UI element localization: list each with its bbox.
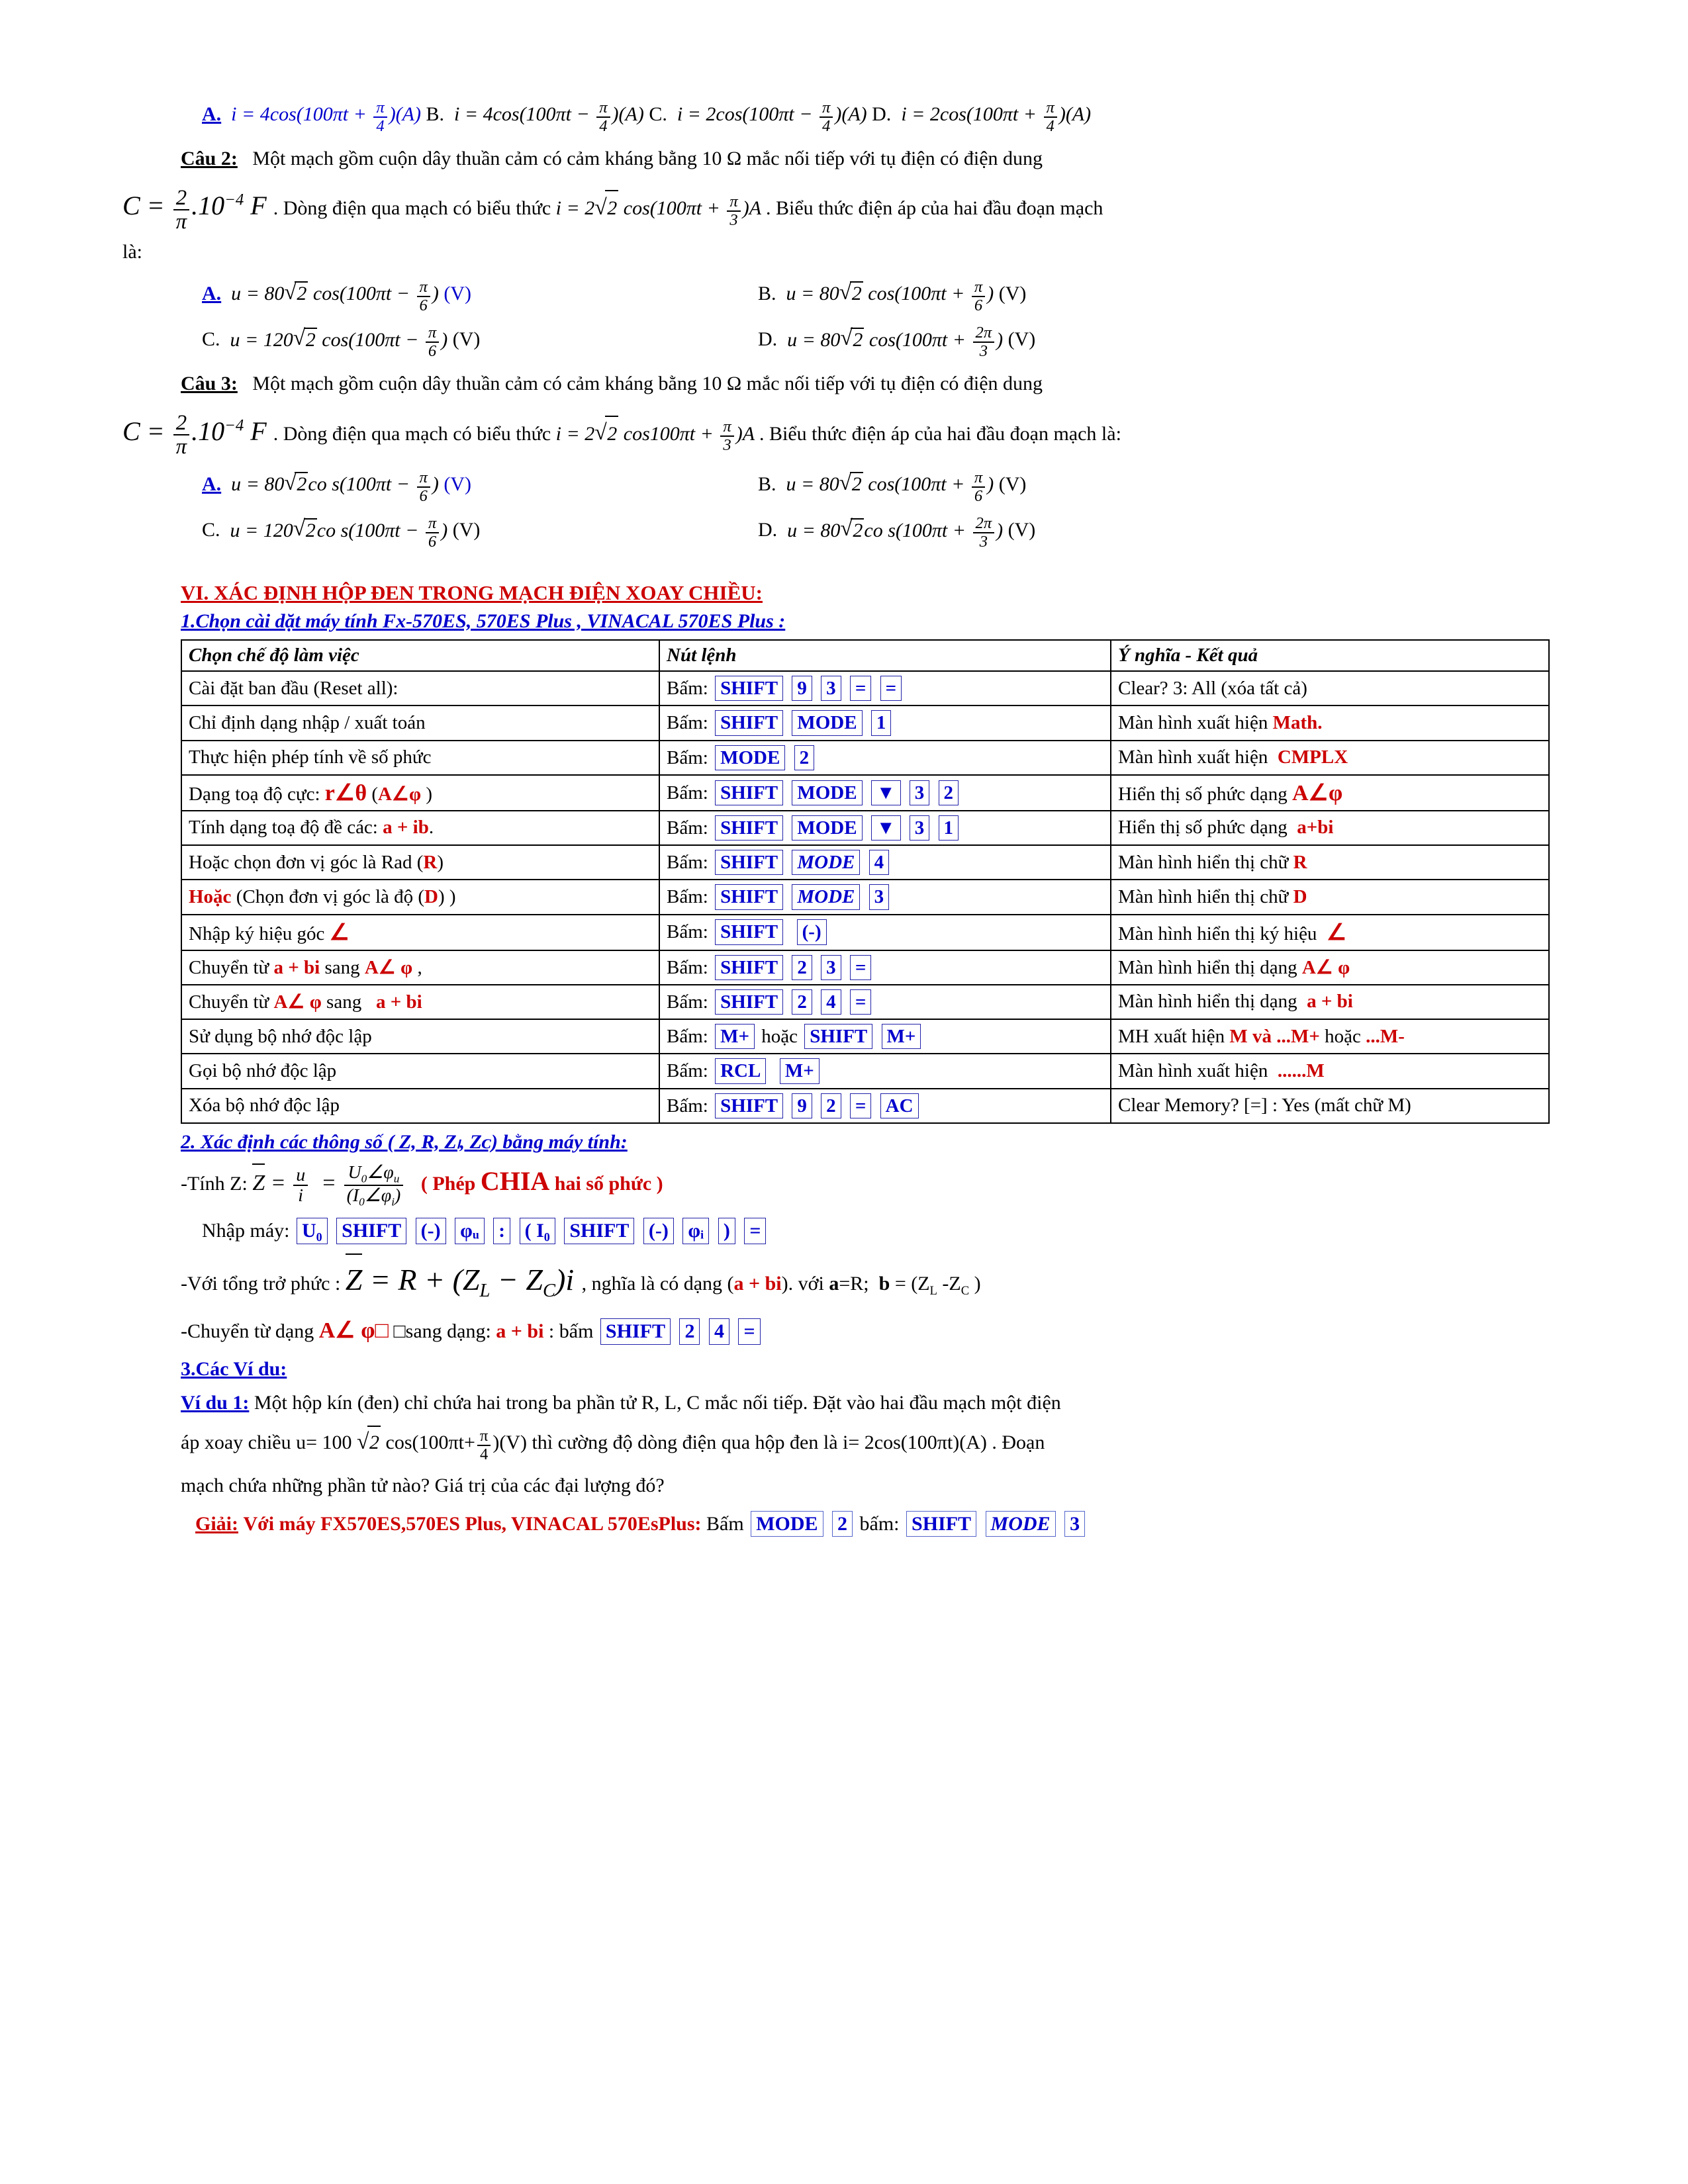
chuyen-form-rect: a + bi [496,1320,544,1342]
section2-title: 2. Xác định các thông số ( Z, R, Zₗ, Zᴄ) bằng máy tính: [181,1130,628,1153]
vidu1-text2c: )(V) thì cường độ dòng điện qua hộp đen là i= 2cos(100πt)(A) . Đoạn [492,1432,1045,1454]
cau2-option-d-label: D. [758,328,778,351]
giai-text: Với máy FX570ES,570ES Plus, VINACAL 570EsPlus: [243,1512,702,1535]
table-row [181,1089,1549,1123]
cau2-capacitance-formula: C = $\frac{2}{\pi}$ $.10^{-4}$ F [122,185,273,234]
cau3-option-b-formula: u = 80 √ 2 cos(100πt + $\frac{\pi}{6}$ ) [781,473,999,495]
section-heading: VI. XÁC ĐỊNH HỘP ĐEN TRONG MẠCH ĐIỆN XOAY CHIỀU: [181,581,763,605]
row-result: Màn hình hiển thị chữ R [1111,845,1549,880]
row-mode: Hoặc chọn đơn vị góc là Rad (R) [181,845,659,880]
cau3-option-c-label: C. [202,519,220,541]
cau1-option-a-label: A. [202,103,222,126]
vidu-heading: 3.Các Ví du: [181,1358,287,1381]
row-result: Màn hình xuất hiện CMPLX [1111,741,1549,775]
cau3-text2: mắc nối tiếp với tụ điện có điện dung [746,373,1043,395]
cau2-answers-ab [202,279,1569,314]
vidu1-line2: áp xoay chiều u= 100 √ 2 cos(100πt+ $\frac{\pi}{4}$ )(V) thì cường độ dòng điện qua hộp đen là i= 2cos(100πt)(A) . Đoạn [181,1426,1569,1463]
cau3-ohm: Ω [726,373,742,395]
key-3[interactable]: 3 [869,884,890,909]
key-3[interactable]: 3 [910,815,930,841]
cau3-option-c [202,515,626,551]
row-result: Màn hình xuất hiện Math. [1111,705,1549,740]
row-mode: Thực hiện phép tính về số phức [181,741,659,775]
cau2-current-formula: i = 2 √ 2 cos(100πt + $\frac{\pi}{3}$ )A [556,197,766,219]
key-2[interactable]: 2 [832,1511,853,1537]
row-result: Hiển thị số phức dạng a+bi [1111,811,1549,845]
press-label: Bấm: [667,991,708,1013]
key-equals[interactable]: = [850,1093,872,1118]
key-divide[interactable]: : [493,1218,510,1244]
row-keys [659,915,1111,950]
cau2-option-a [202,279,626,314]
key-9[interactable]: 9 [792,1093,812,1118]
key-shift[interactable]: SHIFT [715,989,783,1015]
cau2-text2: mắc nối tiếp với tụ điện có điện dung [746,147,1043,169]
cau2-text1: Một mạch gồm cuộn dây thuần cảm có cảm kháng bằng 10 [252,147,722,169]
key-equals[interactable]: = [738,1318,760,1345]
angle-icon: ∠ [329,920,350,945]
tinh-z-label: -Tính Z: [181,1172,248,1195]
giai-bam1: Bấm [706,1512,744,1535]
cau3-option-d-formula: u = 80 √ 2co s(100πt + $\frac{2\pi}{3}$ ) [782,520,1008,541]
tong-tro-formula: $Z = R + (Z_L - Z_C)i$ [346,1263,582,1297]
cau2-option-b-label: B. [758,283,776,305]
cau2-text4: . Biểu thức điện áp của hai đầu đoạn mạch [765,197,1103,220]
key-1[interactable]: 1 [871,710,892,735]
result-highlight: M và ...M+ [1229,1025,1320,1047]
key-negative[interactable]: (-) [797,919,827,944]
key-4[interactable]: 4 [869,850,890,875]
row-result: Hiển thị số phức dạng A∠φ [1111,775,1549,811]
table-row [181,845,1549,880]
table-header-result: Ý nghĩa - Kết quả [1111,640,1549,671]
giai-label: Giải: [195,1512,238,1535]
cau2-option-b [758,279,1026,314]
key-shift[interactable]: SHIFT [715,884,783,909]
cau2-option-b-formula: u = 80 √ 2 cos(100πt + $\frac{\pi}{6}$ ) [781,283,999,304]
row-mode: Dạng toạ độ cực: r∠θ (A∠φ ) [181,775,659,811]
cau3-option-c-formula: u = 120 √ 2co s(100πt − $\frac{\pi}{6}$ ) [225,520,453,541]
key-shift[interactable]: SHIFT [715,676,783,701]
result-highlight: ......M [1277,1060,1325,1081]
key-m-plus-2[interactable]: M+ [882,1024,921,1049]
table-row [181,950,1549,985]
cau2-formula-line [122,183,1569,233]
key-negative-2[interactable]: (-) [643,1218,674,1244]
vidu1-text1: Một hộp kín (đen) chỉ chứa hai trong ba phần tử R, L, C mắc nối tiếp. Đặt vào hai đầu mạch một điện [254,1392,1061,1414]
key-2[interactable]: 2 [679,1318,700,1345]
cau2-paragraph [181,142,1569,177]
cau3-option-a-unit: (V) [444,473,472,496]
cau3-option-d [758,515,1035,551]
row-mode: Cài đặt ban đầu (Reset all): [181,671,659,705]
key-equals-2[interactable]: = [880,676,902,701]
vidu1-label: Ví du 1: [181,1392,250,1414]
cau3-option-b-label: B. [758,473,776,496]
key-3[interactable]: 3 [1064,1511,1085,1537]
key-down-arrow-icon[interactable]: ▼ [871,780,901,805]
cau1-option-c-label: C. [649,103,667,126]
cau2-ohm: Ω [726,147,742,169]
chuyen-tail: : bấm [548,1320,594,1342]
row-keys [659,845,1111,880]
vidu1-line1 [181,1387,1569,1419]
tinh-z-formula: Z = $\frac{u}{i}$ = $\frac{U_0\angle\varphi_u}{(I_0\angle\varphi_i)}$ [252,1171,411,1195]
cau1-option-c-formula: i = 2cos(100πt − $\frac{\pi}{4}$ )(A) [672,99,872,135]
row-result: Màn hình hiển thị dạng A∠ φ [1111,950,1549,985]
key-mode[interactable]: MODE [792,884,860,909]
cau2-option-a-label: A. [202,283,222,305]
nhap-may-line [202,1215,1569,1247]
mode-highlight: r∠θ [324,780,367,805]
cau3-current-formula: i = 2 √ 2 cos100πt + $\frac{\pi}{3}$ )A [556,423,759,445]
mode-highlight: A∠ φ [273,991,322,1013]
mode-prefix: Hoặc [189,886,232,907]
key-shift[interactable]: SHIFT [804,1024,872,1049]
key-mode[interactable]: MODE [792,710,862,735]
giai-bam2: bấm: [859,1512,900,1535]
row-keys [659,775,1111,811]
row-mode: Chuyển từ a + bi sang A∠ φ , [181,950,659,985]
key-shift[interactable]: SHIFT [715,815,783,841]
row-mode: Chuyển từ A∠ φ sang a + bi [181,985,659,1019]
cau3-option-d-unit: (V) [1008,519,1036,541]
key-shift[interactable]: SHIFT [906,1511,976,1537]
table-header-row [181,640,1549,671]
cau2-text3: . Dòng điện qua mạch có biểu thức [273,197,551,220]
press-label: Bấm: [667,1026,708,1048]
cau1-option-b-label: B. [426,103,444,126]
table-header-keys: Nút lệnh [659,640,1111,671]
mode-highlight2: A∠ φ [364,957,413,979]
cau3-option-d-label: D. [758,519,778,541]
press-label: Bấm: [667,886,708,908]
or-label: hoặc [761,1026,798,1048]
cau2-answers-cd [202,324,1569,360]
chuyen-label: -Chuyển từ dạng [181,1320,314,1342]
cau2-option-c-formula: u = 120 √ 2 cos(100πt − $\frac{\pi}{6}$ ) [225,329,453,351]
key-m-plus[interactable]: M+ [780,1058,820,1083]
vidu1-text2b: cos(100πt+ [385,1432,475,1454]
key-rcl[interactable]: RCL [715,1058,766,1083]
key-m-plus[interactable]: M+ [715,1024,755,1049]
row-keys [659,741,1111,775]
phep-chia-note: ( Phép CHIA hai số phức ) [420,1165,663,1196]
key-equals[interactable]: = [850,955,872,980]
key-2[interactable]: 2 [792,955,812,980]
row-keys [659,811,1111,845]
row-keys [659,1019,1111,1054]
table-row [181,671,1549,705]
row-keys [659,1089,1111,1123]
cau3-answers-ab [202,469,1569,505]
cau2-option-d-unit: (V) [1008,328,1036,351]
cau3-option-c-unit: (V) [452,519,481,541]
cau3-answers-cd [202,515,1569,551]
table-row [181,985,1549,1019]
key-equals[interactable]: = [744,1218,766,1244]
cau3-text4: . Biểu thức điện áp của hai đầu đoạn mạch là: [759,422,1121,445]
key-close-paren[interactable]: ) [718,1218,735,1244]
cau2-option-b-unit: (V) [998,283,1027,305]
cau3-label: Câu 3: [181,373,238,395]
cau2-option-c-label: C. [202,328,220,351]
press-label: Bấm: [667,852,708,874]
row-result: MH xuất hiện M và ...M+ hoặc ...M- [1111,1019,1549,1054]
section-sub1: 1.Chọn cài dặt máy tính Fx-570ES, 570ES Plus , VINACAL 570ES Plus : [181,610,786,633]
key-shift[interactable]: SHIFT [715,850,783,875]
row-keys [659,1054,1111,1088]
cau3-text3: . Dòng điện qua mạch có biểu thức [273,422,551,445]
key-shift[interactable]: SHIFT [715,710,783,735]
mode-highlight: a + ib [383,817,429,839]
key-ac[interactable]: AC [880,1093,919,1118]
press-label: Bấm: [667,782,708,803]
cau3-option-a [202,469,626,505]
key-mode[interactable]: MODE [792,780,862,805]
result-highlight2: ...M- [1366,1025,1405,1047]
cau1-option-b-formula: i = 4cos(100πt − $\frac{\pi}{4}$ )(A) [449,99,649,135]
cau3-option-b [758,469,1026,505]
cau3-option-a-label: A. [202,473,222,496]
key-down-arrow-icon[interactable]: ▼ [871,815,901,841]
table-header-mode: Chọn chế độ làm việc [181,640,659,671]
result-highlight: Math. [1272,711,1323,733]
table-row [181,811,1549,845]
cau1-option-d-label: D. [872,103,892,126]
table-row [181,775,1549,811]
table-row [181,1019,1549,1054]
row-result: Màn hình xuất hiện ......M [1111,1054,1549,1088]
key-1[interactable]: 1 [939,815,959,841]
row-result: Màn hình hiển thị dạng a + bi [1111,985,1549,1019]
key-equals-1[interactable]: = [850,676,872,701]
key-u0[interactable]: U₀ [297,1218,328,1244]
mode-highlight: R [423,851,438,873]
key-2[interactable]: 2 [792,989,812,1015]
row-keys [659,880,1111,914]
row-keys [659,950,1111,985]
key-2[interactable]: 2 [794,745,815,770]
key-3[interactable]: 3 [910,780,930,805]
key-2[interactable]: 2 [939,780,959,805]
mode-highlight: D [424,886,438,907]
tong-tro-label: -Với tổng trở phức : [181,1273,341,1295]
result-highlight: R [1293,851,1307,873]
press-label: Bấm: [667,956,708,978]
key-4[interactable]: 4 [709,1318,729,1345]
key-open-paren-i0[interactable]: ( I₀ [520,1218,555,1244]
key-negative[interactable]: (-) [416,1218,446,1244]
tong-tro-line [181,1253,1569,1306]
row-mode: Sử dụng bộ nhớ độc lập [181,1019,659,1054]
calculator-settings-table [181,639,1550,1124]
cau3-option-a-formula: u = 80 √ 2co s(100πt − $\frac{\pi}{6}$ ) [226,473,444,495]
row-result: Clear? 3: All (xóa tất cả) [1111,671,1549,705]
key-mode[interactable]: MODE [792,815,862,841]
row-keys [659,671,1111,705]
result-highlight: a+bi [1297,817,1334,839]
cau1-answers-row [202,99,1569,135]
key-4[interactable]: 4 [821,989,841,1015]
key-mode[interactable]: MODE [751,1511,823,1537]
cau3-text1: Một mạch gồm cuộn dây thuần cảm có cảm kháng bằng 10 [252,373,722,395]
key-3[interactable]: 3 [821,676,841,701]
giai-line [195,1508,1569,1540]
cau2-option-d-formula: u = 80 √ 2 cos(100πt + $\frac{2\pi}{3}$ ) [782,329,1008,351]
row-keys [659,705,1111,740]
key-mode[interactable]: MODE [715,745,785,770]
result-highlight: CMPLX [1277,747,1348,768]
key-shift[interactable]: SHIFT [715,780,783,805]
row-mode: Xóa bộ nhớ độc lập [181,1089,659,1123]
row-mode: Tính dạng toạ độ đề các: a + ib. [181,811,659,845]
cau3-option-b-unit: (V) [998,473,1027,496]
row-mode: Hoặc (Chọn đơn vị góc là độ (D) ) [181,880,659,914]
cau2-option-c-unit: (V) [452,328,481,351]
mode-highlight2: A∠φ [378,783,422,805]
cau2-option-a-unit: (V) [444,283,472,305]
table-row [181,1054,1549,1088]
cau3-formula-line [122,408,1569,459]
vidu1-sqrt2: √ 2 [357,1432,381,1453]
press-label: Bấm: [667,817,708,839]
key-shift[interactable]: SHIFT [715,919,783,944]
angle-icon: ∠ [1326,920,1347,945]
press-label: Bấm: [667,747,708,768]
mode-highlight2: a + bi [375,991,422,1013]
key-shift[interactable]: SHIFT [336,1218,406,1244]
cau2-text5: là: [122,241,142,263]
result-highlight: a + bi [1307,991,1353,1013]
key-shift[interactable]: SHIFT [715,1093,783,1118]
cau3-paragraph [181,367,1569,402]
cau2-option-d [758,324,1035,360]
key-phi-i[interactable]: φᵢ [682,1218,709,1244]
row-keys [659,985,1111,1019]
press-label: Bấm: [667,712,708,734]
table-row [181,915,1549,950]
press-label: Bấm: [667,1095,708,1116]
mode-highlight: a + bi [273,957,320,979]
key-equals[interactable]: = [850,989,872,1015]
table-row [181,741,1549,775]
key-phi-u[interactable]: φᵤ [455,1218,484,1244]
row-mode: Chỉ định dạng nhập / xuất toán [181,705,659,740]
key-shift[interactable]: SHIFT [715,955,783,980]
key-shift-2[interactable]: SHIFT [564,1218,634,1244]
press-label: Bấm: [667,1060,708,1082]
cau1-option-a-formula: i = 4cos(100πt + $\frac{\pi}{4}$ )(A) [226,99,426,135]
key-3[interactable]: 3 [821,955,841,980]
chuyen-form-polar: A∠ φ□ [318,1318,389,1343]
table-row [181,880,1549,914]
key-mode[interactable]: MODE [792,850,860,875]
chuyen-line: -Chuyển từ dạng A∠ φ□ □sang dạng: a + bi : bấm SHIFT 2 4 = [181,1313,1569,1349]
nhap-may-label: Nhập máy: [202,1220,290,1242]
row-result: Màn hình hiển thị chữ D [1111,880,1549,914]
key-shift[interactable]: SHIFT [600,1318,671,1345]
row-result: Màn hình hiển thị ký hiệu ∠ [1111,915,1549,950]
result-highlight: A∠ φ [1301,957,1350,979]
tong-tro-tail: , nghĩa là có dạng (a + bi). với a=R; $b = (Z_L$ $-Z_C$ ) [581,1273,981,1298]
cau2-label: Câu 2: [181,147,238,169]
cau2-option-a-formula: u = 80 √ 2 cos(100πt − $\frac{\pi}{6}$ ) [226,283,444,304]
row-mode: Gọi bộ nhớ độc lập [181,1054,659,1088]
key-2[interactable]: 2 [821,1093,841,1118]
vidu1-line3: mạch chứa những phần tử nào? Giá trị của các đại lượng đó? [181,1474,665,1496]
key-mode-2[interactable]: MODE [986,1511,1056,1537]
cau1-option-d-formula: i = 2cos(100πt + $\frac{\pi}{4}$ )(A) [896,99,1092,135]
vidu1-text2a: áp xoay chiều u= 100 [181,1432,352,1454]
cau2-option-c [202,324,626,360]
result-highlight: A∠φ [1291,780,1343,805]
table-row [181,705,1549,740]
chuyen-mid: sang dạng: [405,1320,491,1342]
press-label: Bấm: [667,678,708,700]
row-result: Clear Memory? [=] : Yes (mất chữ M) [1111,1089,1549,1123]
result-highlight: D [1293,886,1307,907]
key-9[interactable]: 9 [792,676,812,701]
tinh-z-line [181,1160,1569,1208]
press-label: Bấm: [667,921,708,943]
cau3-capacitance-formula: C = $\frac{2}{\pi}$ $.10^{-4}$ F [122,410,273,459]
row-mode: Nhập ký hiệu góc ∠ [181,915,659,950]
